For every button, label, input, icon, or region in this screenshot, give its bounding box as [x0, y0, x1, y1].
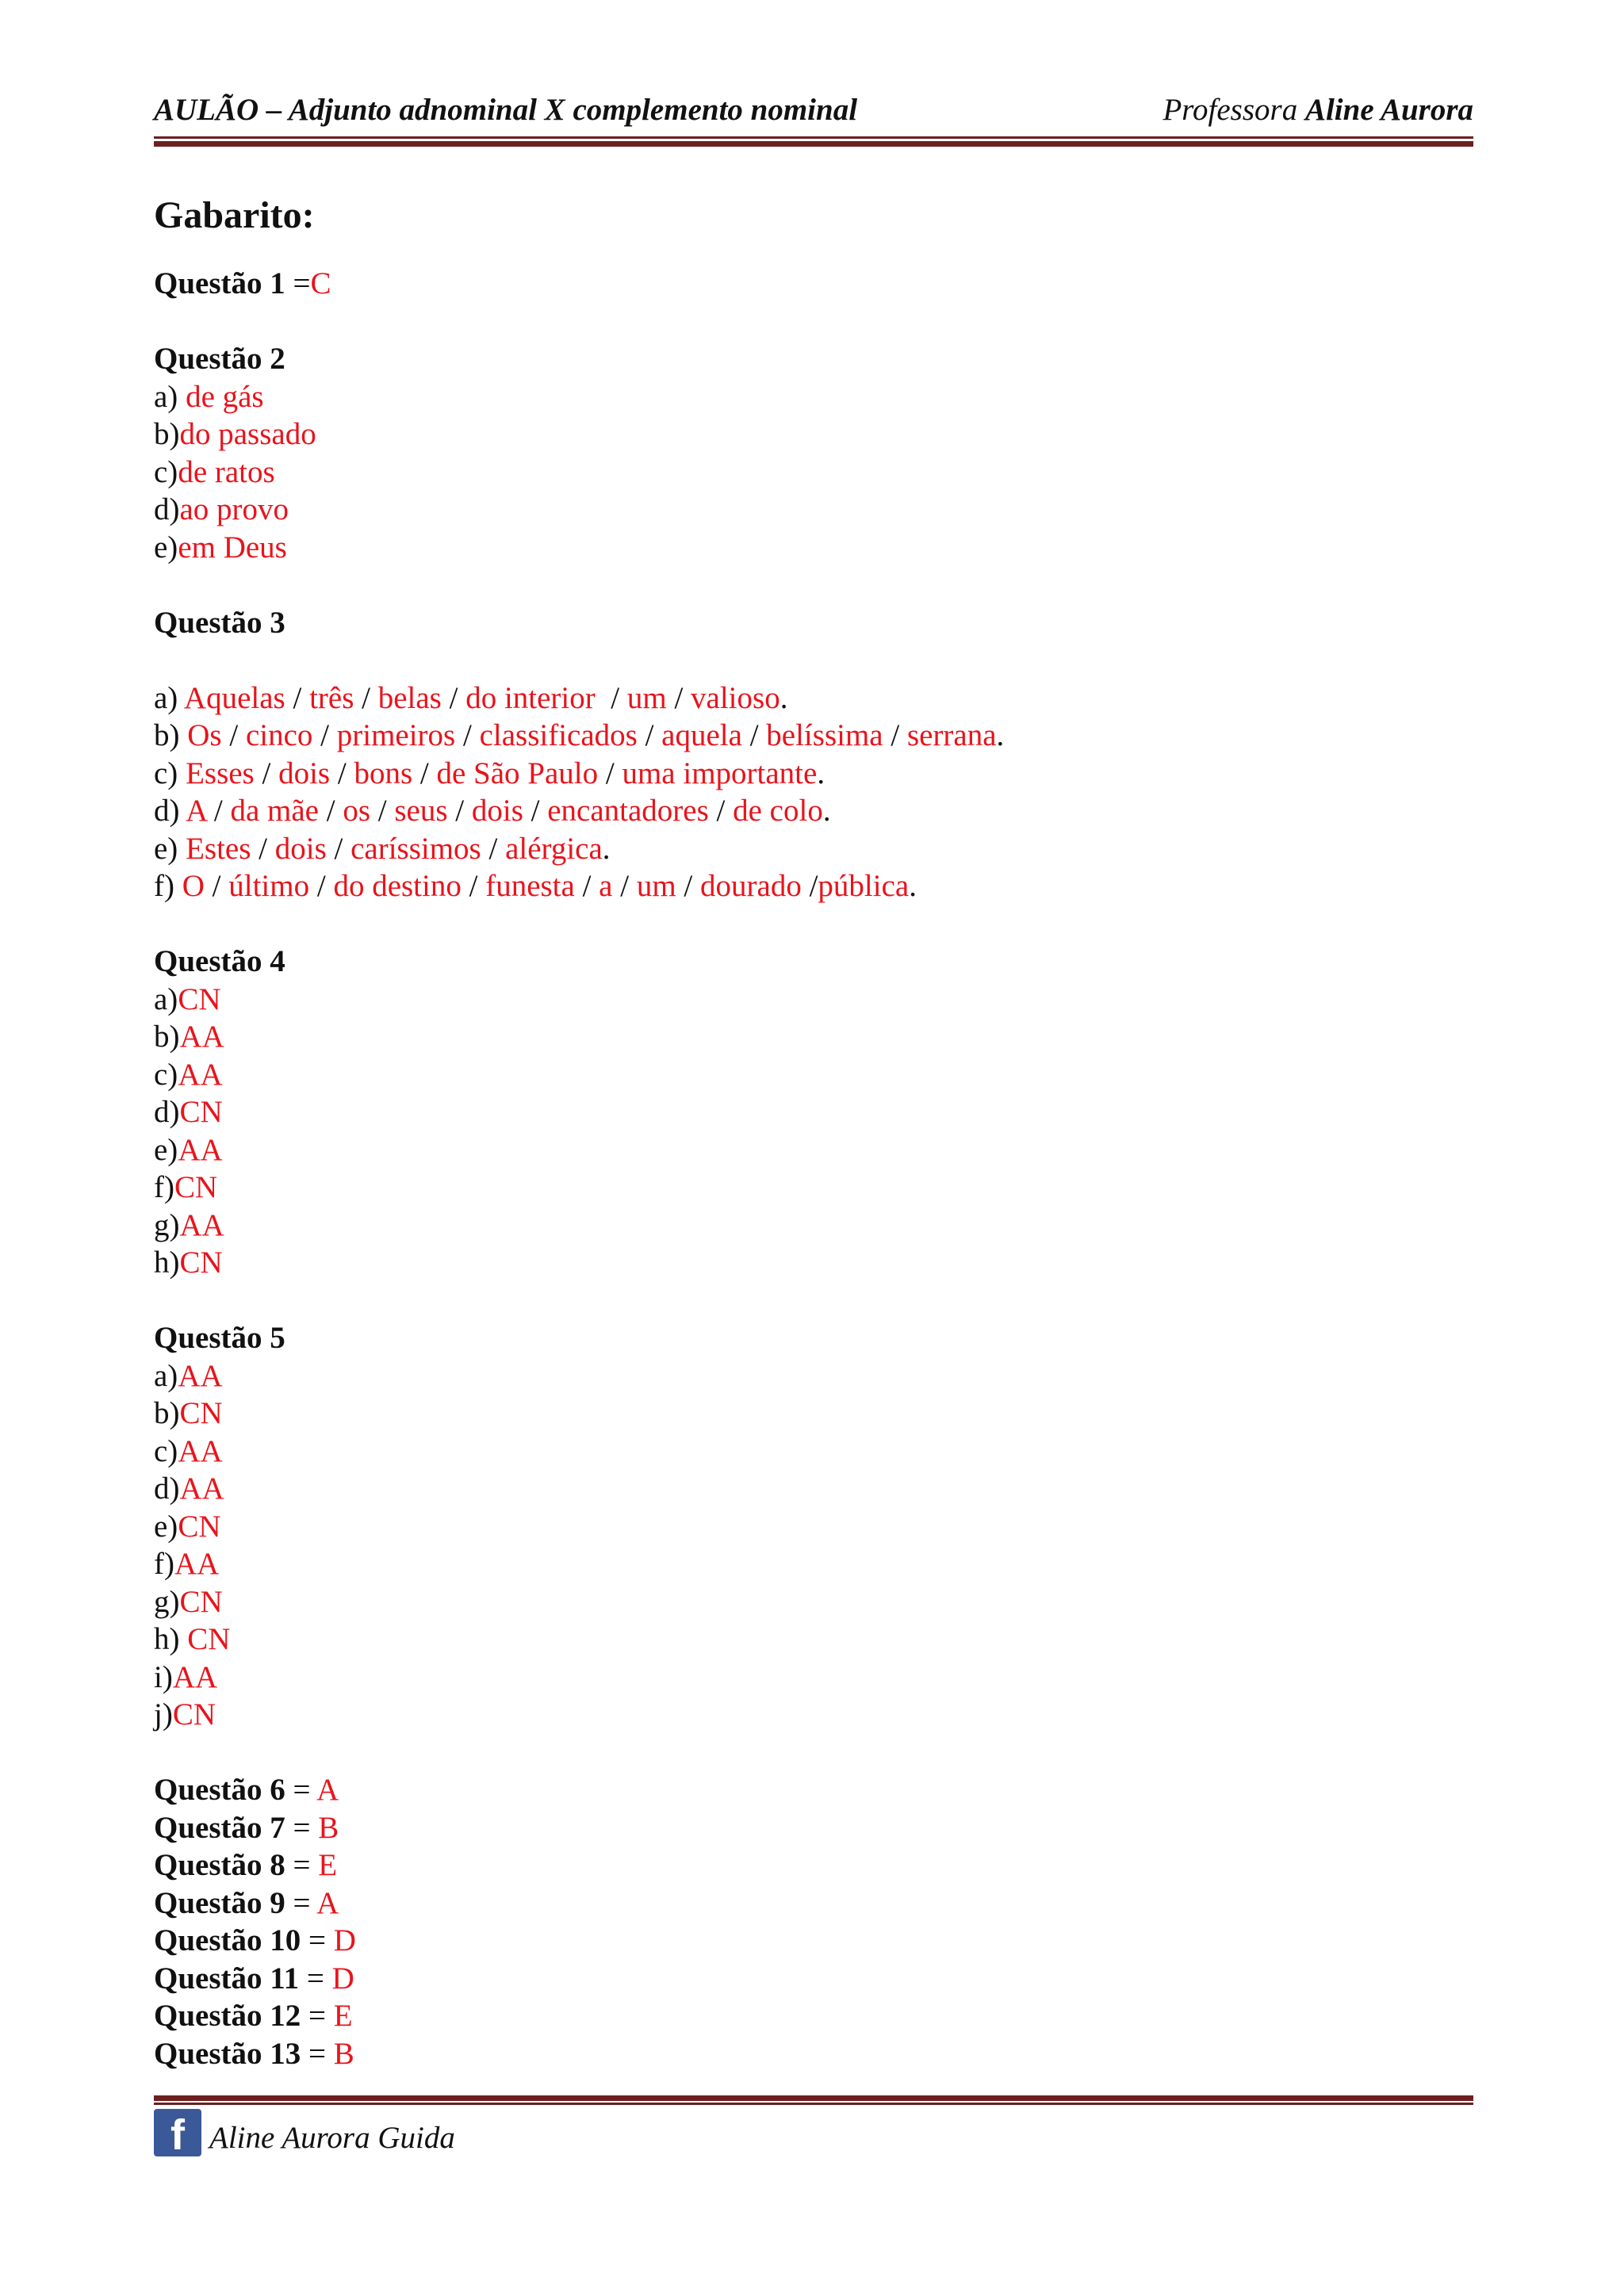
- list-item: [154, 453, 1473, 492]
- page-title: Gabarito:: [154, 194, 315, 236]
- question-label: Questão 10: [154, 1923, 301, 1957]
- questao-5-label: Questão 5: [154, 1321, 285, 1355]
- list-item: [154, 679, 1473, 718]
- list-item: [154, 717, 1473, 755]
- equals-sign: =: [285, 266, 311, 300]
- item-separator: /: [251, 831, 275, 866]
- answer-text: A: [316, 1885, 339, 1920]
- item-answer: belíssima: [766, 718, 883, 752]
- list-item: [154, 1433, 1473, 1471]
- item-separator: /: [461, 869, 486, 903]
- item-answer: em Deus: [178, 530, 287, 564]
- list-item: [154, 830, 1473, 868]
- item-separator: /: [666, 680, 691, 715]
- item-answer: CN: [178, 1509, 221, 1544]
- equals-sign: =: [285, 1848, 319, 1882]
- item-answer: caríssimos: [350, 831, 481, 866]
- item-answer: dois: [274, 831, 327, 866]
- item-letter: c): [154, 1057, 178, 1092]
- item-answer: dourado: [700, 869, 802, 903]
- item-answer: CN: [178, 982, 221, 1016]
- answer-text: D: [331, 1961, 354, 1996]
- item-letter: c): [154, 454, 178, 489]
- list-item: [154, 1470, 1473, 1508]
- item-answer: cinco: [245, 718, 313, 752]
- item-separator: /: [676, 869, 701, 903]
- item-answer: último: [228, 869, 310, 903]
- list-item: [154, 1207, 1473, 1245]
- item-separator: /: [412, 756, 437, 790]
- item-letter: e): [154, 530, 178, 564]
- answer-text: A: [316, 1773, 339, 1807]
- item-separator: /: [708, 794, 733, 828]
- item-letter: f): [154, 1547, 174, 1581]
- item-answer: três: [309, 680, 354, 715]
- item-answer: Os: [187, 718, 222, 752]
- facebook-icon: f: [154, 2109, 201, 2156]
- item-separator: /: [523, 794, 548, 828]
- item-separator: /: [354, 680, 378, 715]
- item-answer: os: [343, 794, 370, 828]
- item-letter: b): [154, 1396, 180, 1430]
- item-separator: /: [481, 831, 506, 866]
- item-separator: .: [602, 831, 611, 866]
- item-separator: .: [779, 680, 788, 715]
- item-letter: d): [154, 1095, 180, 1129]
- item-answer: uma importante: [622, 756, 818, 790]
- item-separator: /: [285, 680, 310, 715]
- item-answer: AA: [172, 1659, 218, 1694]
- item-answer: AA: [178, 1433, 223, 1468]
- equals-sign: =: [301, 2036, 334, 2071]
- item-answer: CN: [179, 1396, 223, 1430]
- question-label: Questão 7: [154, 1810, 285, 1845]
- item-answer: encantadores: [547, 794, 709, 828]
- item-answer: A: [186, 794, 207, 828]
- item-answer: do interior: [465, 680, 596, 715]
- questao-3-items: [154, 679, 1473, 905]
- list-item: [154, 1169, 1473, 1207]
- item-answer: Esses: [186, 756, 255, 790]
- question-label: Questão 8: [154, 1848, 285, 1882]
- item-separator: /: [441, 680, 466, 715]
- item-answer: dois: [278, 756, 331, 790]
- questao-2-label: Questão 2: [154, 342, 285, 376]
- answer-key: [154, 190, 1473, 2072]
- item-answer: ao provo: [179, 492, 289, 526]
- header-rule-thick: [154, 141, 1473, 147]
- item-letter: d): [154, 1471, 180, 1506]
- list-item: [154, 1395, 1473, 1433]
- item-letter: c): [154, 1433, 178, 1468]
- item-separator: /: [595, 680, 627, 715]
- item-separator: /: [801, 869, 818, 903]
- item-separator: /: [204, 869, 229, 903]
- question-label: Questão 1: [154, 266, 285, 300]
- list-item: [154, 867, 1473, 905]
- item-letter: b): [154, 417, 180, 451]
- final-answers: [154, 1771, 1473, 2072]
- item-answer: um: [626, 680, 667, 715]
- item-letter: e): [154, 1509, 178, 1544]
- item-letter: a): [154, 982, 178, 1016]
- question-label: Questão 13: [154, 2036, 301, 2071]
- item-separator: /: [455, 718, 480, 752]
- item-letter: i): [154, 1659, 173, 1694]
- item-answer: classificados: [479, 718, 638, 752]
- answer-text: B: [333, 2036, 354, 2071]
- item-answer: CN: [187, 1622, 231, 1656]
- item-letter: b): [154, 1020, 180, 1054]
- item-answer: bons: [354, 756, 413, 790]
- equals-sign: =: [285, 1773, 317, 1807]
- answer-text: D: [333, 1923, 356, 1957]
- page-header: [154, 92, 1473, 140]
- item-separator: f): [154, 869, 182, 903]
- item-answer: de colo: [733, 794, 823, 828]
- list-item: [154, 1093, 1473, 1131]
- item-separator: /: [612, 869, 637, 903]
- item-separator: /: [312, 718, 337, 752]
- final-answer-line: [154, 1997, 1473, 2035]
- final-answer-line: [154, 1885, 1473, 1923]
- list-item: [154, 1508, 1473, 1546]
- answer-text: E: [333, 1999, 353, 2033]
- item-separator: /: [598, 756, 622, 790]
- final-answer-line: [154, 1960, 1473, 1998]
- item-answer: pública: [818, 869, 910, 903]
- item-separator: /: [309, 869, 334, 903]
- item-separator: /: [370, 794, 395, 828]
- item-separator: b): [154, 718, 188, 752]
- item-letter: e): [154, 1132, 178, 1167]
- item-separator: .: [817, 756, 825, 790]
- item-separator: .: [909, 869, 917, 903]
- item-answer: CN: [174, 1170, 218, 1204]
- item-answer: AA: [178, 1057, 223, 1092]
- footer-rule-thick: [154, 2095, 1473, 2101]
- item-separator: .: [996, 718, 1005, 752]
- list-item: [154, 1357, 1473, 1395]
- final-answer-line: [154, 1809, 1473, 1847]
- item-answer: CN: [179, 1584, 223, 1619]
- item-answer: valioso: [691, 680, 780, 715]
- question-label: Questão 12: [154, 1999, 301, 2033]
- item-answer: AA: [178, 1358, 223, 1393]
- item-answer: AA: [178, 1132, 223, 1167]
- item-letter: j): [154, 1697, 173, 1732]
- item-answer: O: [182, 869, 205, 903]
- item-answer: belas: [377, 680, 442, 715]
- list-item: [154, 1018, 1473, 1056]
- item-answer: AA: [174, 1547, 220, 1581]
- list-item: [154, 1056, 1473, 1094]
- questao-4-items: [154, 981, 1473, 1282]
- footer-author-name: Aline Aurora Guida: [209, 2121, 455, 2155]
- item-answer: alérgica: [505, 831, 603, 866]
- item-separator: /: [330, 756, 354, 790]
- item-separator: /: [206, 794, 231, 828]
- list-item: [154, 491, 1473, 529]
- item-answer: serrana: [906, 718, 997, 752]
- item-separator: /: [318, 794, 343, 828]
- final-answer-line: [154, 1771, 1473, 1809]
- list-item: [154, 981, 1473, 1019]
- item-separator: .: [822, 794, 831, 828]
- item-letter: f): [154, 1170, 174, 1204]
- list-item: [154, 1583, 1473, 1621]
- header-title: AULÃO – Adjunto adnominal X complemento nominal: [154, 93, 858, 127]
- equals-sign: =: [285, 1885, 317, 1920]
- equals-sign: =: [285, 1810, 319, 1845]
- item-letter: g): [154, 1584, 180, 1619]
- question-label: Questão 11: [154, 1961, 300, 1996]
- item-answer: um: [636, 869, 676, 903]
- item-separator: /: [741, 718, 767, 752]
- list-item: [154, 1659, 1473, 1697]
- equals-sign: =: [301, 1923, 334, 1957]
- item-answer: CN: [172, 1697, 216, 1732]
- list-item: [154, 378, 1473, 416]
- header-rule-thin: [154, 136, 1473, 139]
- answer-text: B: [318, 1810, 339, 1845]
- item-separator: /: [883, 718, 907, 752]
- list-item: [154, 755, 1473, 793]
- equals-sign: =: [299, 1961, 332, 1996]
- item-answer: seus: [394, 794, 448, 828]
- list-item: [154, 792, 1473, 830]
- questao-4-label: Questão 4: [154, 944, 285, 978]
- page-footer: [154, 2103, 1473, 2166]
- item-separator: a): [154, 680, 184, 715]
- item-answer: AA: [179, 1020, 224, 1054]
- item-answer: AA: [179, 1471, 224, 1506]
- item-answer: primeiros: [336, 718, 456, 752]
- question-label: Questão 9: [154, 1885, 285, 1920]
- questao-3-label: Questão 3: [154, 605, 285, 640]
- item-separator: d): [154, 794, 186, 828]
- item-answer: Aquelas: [183, 680, 285, 715]
- list-item: [154, 1621, 1473, 1659]
- item-letter: a): [154, 379, 186, 414]
- item-answer: CN: [179, 1095, 223, 1129]
- item-letter: d): [154, 492, 180, 526]
- item-answer: da mãe: [230, 794, 319, 828]
- item-answer: a: [599, 869, 613, 903]
- item-letter: h): [154, 1622, 188, 1656]
- list-item: [154, 1131, 1473, 1169]
- answer-text: C: [310, 266, 331, 300]
- list-item: [154, 1545, 1473, 1583]
- question-label: Questão 6: [154, 1773, 285, 1807]
- item-answer: do passado: [179, 417, 316, 451]
- item-letter: a): [154, 1358, 178, 1393]
- final-answer-line: [154, 1922, 1473, 1960]
- item-separator: /: [447, 794, 472, 828]
- answer-text: E: [318, 1848, 338, 1882]
- header-author-name: Aline Aurora: [1304, 93, 1473, 127]
- list-item: [154, 529, 1473, 567]
- final-answer-line: [154, 2035, 1473, 2073]
- list-item: [154, 415, 1473, 453]
- item-separator: c): [154, 756, 186, 790]
- item-answer: de São Paulo: [436, 756, 599, 790]
- item-answer: de ratos: [178, 454, 275, 489]
- list-item: [154, 1696, 1473, 1734]
- final-answer-line: [154, 1846, 1473, 1885]
- item-answer: de gás: [186, 379, 264, 414]
- item-separator: /: [254, 756, 279, 790]
- header-author: [1162, 92, 1473, 128]
- item-letter: h): [154, 1246, 180, 1280]
- item-answer: CN: [179, 1246, 223, 1280]
- item-answer: do destino: [333, 869, 462, 903]
- item-answer: aquela: [661, 718, 742, 752]
- item-separator: /: [637, 718, 662, 752]
- item-answer: Estes: [186, 831, 251, 866]
- item-separator: /: [574, 869, 599, 903]
- header-author-prefix: Professora: [1162, 93, 1298, 127]
- item-separator: /: [326, 831, 351, 866]
- questao-5-items: [154, 1357, 1473, 1734]
- item-answer: funesta: [485, 869, 575, 903]
- item-answer: AA: [179, 1207, 224, 1242]
- item-separator: /: [221, 718, 246, 752]
- equals-sign: =: [301, 1999, 334, 2033]
- item-separator: e): [154, 831, 186, 866]
- questao-1-line: [154, 265, 1473, 303]
- item-letter: g): [154, 1207, 180, 1242]
- list-item: [154, 1244, 1473, 1282]
- questao-2-items: [154, 378, 1473, 567]
- item-answer: dois: [471, 794, 523, 828]
